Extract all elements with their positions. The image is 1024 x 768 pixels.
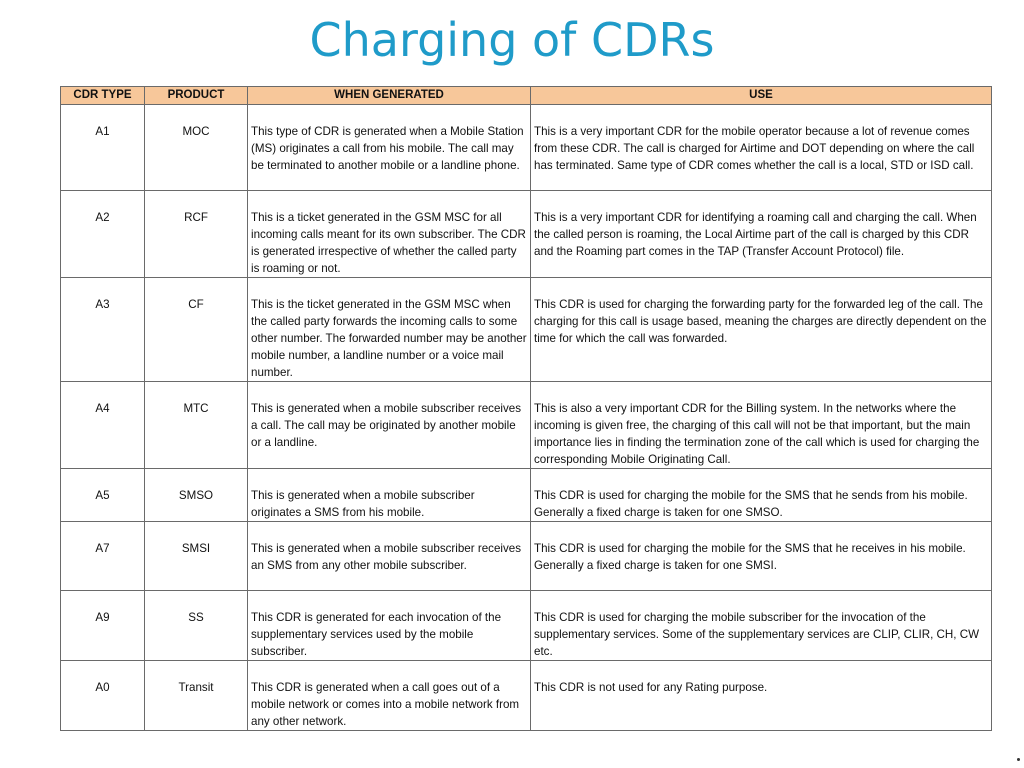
cell-product: RCF: [145, 191, 248, 278]
cell-product: SMSO: [145, 469, 248, 522]
cell-cdr-type: A7: [61, 522, 145, 591]
cell-use: This CDR is used for charging the mobile for the SMS that he receives in his mobile. Generally a fixed charge is taken for one SMSI.: [531, 522, 992, 591]
cell-product: MTC: [145, 382, 248, 469]
cell-when-generated: This CDR is generated for each invocation of the supplementary services used by the mobile subscriber.: [248, 591, 531, 661]
header-use: USE: [531, 87, 992, 105]
table-row: [61, 382, 992, 469]
page-title: Charging of CDRs: [309, 13, 715, 67]
cell-product: SMSI: [145, 522, 248, 591]
cell-when-generated: This is the ticket generated in the GSM MSC when the called party forwards the incoming calls to some other number. The forwarded number may be another mobile number, a landline number or a voice mail number.: [248, 278, 531, 382]
header-when-generated: WHEN GENERATED: [248, 87, 531, 105]
cell-use: This CDR is used for charging the mobile subscriber for the invocation of the supplementary services. Some of the supplementary services are CLIP, CLIR, CH, CW etc.: [531, 591, 992, 661]
cell-when-generated: This type of CDR is generated when a Mobile Station (MS) originates a call from his mobile. The call may be terminated to another mobile or a landline phone.: [248, 105, 531, 191]
cell-product: Transit: [145, 661, 248, 731]
table-row: [61, 591, 992, 661]
cell-use: This is a very important CDR for identifying a roaming call and charging the call. When the called person is roaming, the Local Airtime part of the call is charged by this CDR and the Roaming part comes in the TAP (Transfer Account Protocol) file.: [531, 191, 992, 278]
cell-cdr-type: A9: [61, 591, 145, 661]
table-row: [61, 661, 992, 731]
table-row: [61, 105, 992, 191]
cell-use: This CDR is used for charging the forwarding party for the forwarded leg of the call. The charging for this call is usage based, meaning the charges are directly dependent on the time for which the call was forwarded.: [531, 278, 992, 382]
table-header-row: [61, 87, 992, 105]
cell-when-generated: This is generated when a mobile subscriber receives an SMS from any other mobile subscriber.: [248, 522, 531, 591]
cell-use: This is a very important CDR for the mobile operator because a lot of revenue comes from these CDR. The call is charged for Airtime and DOT depending on where the call has terminated. Same type of CDR comes whether the call is a local, STD or ISD call.: [531, 105, 992, 191]
cell-cdr-type: A1: [61, 105, 145, 191]
cell-when-generated: This is a ticket generated in the GSM MSC for all incoming calls meant for its own subscriber. The CDR is generated irrespective of whether the called party is roaming or not.: [248, 191, 531, 278]
table-row: [61, 191, 992, 278]
cdr-table: [60, 86, 992, 731]
cell-product: MOC: [145, 105, 248, 191]
table-row: [61, 278, 992, 382]
cell-use: This CDR is used for charging the mobile for the SMS that he sends from his mobile. Generally a fixed charge is taken for one SMSO.: [531, 469, 992, 522]
cell-when-generated: This CDR is generated when a call goes out of a mobile network or comes into a mobile network from any other network.: [248, 661, 531, 731]
cell-product: CF: [145, 278, 248, 382]
table-row: [61, 469, 992, 522]
cell-cdr-type: A0: [61, 661, 145, 731]
cell-product: SS: [145, 591, 248, 661]
table-row: [61, 522, 992, 591]
cell-cdr-type: A2: [61, 191, 145, 278]
corner-dot: [1017, 758, 1020, 761]
cell-cdr-type: A4: [61, 382, 145, 469]
cell-cdr-type: A5: [61, 469, 145, 522]
cell-when-generated: This is generated when a mobile subscriber receives a call. The call may be originated by another mobile or a landline.: [248, 382, 531, 469]
cell-use: This CDR is not used for any Rating purpose.: [531, 661, 992, 731]
header-cdr-type: CDR TYPE: [61, 87, 145, 105]
cell-cdr-type: A3: [61, 278, 145, 382]
header-product: PRODUCT: [145, 87, 248, 105]
cell-use: This is also a very important CDR for the Billing system. In the networks where the incoming is given free, the charging of this call will not be that important, but the main importance lies in finding the termination zone of the call which is used for charging the corresponding Mobile Originating Call.: [531, 382, 992, 469]
cell-when-generated: This is generated when a mobile subscriber originates a SMS from his mobile.: [248, 469, 531, 522]
